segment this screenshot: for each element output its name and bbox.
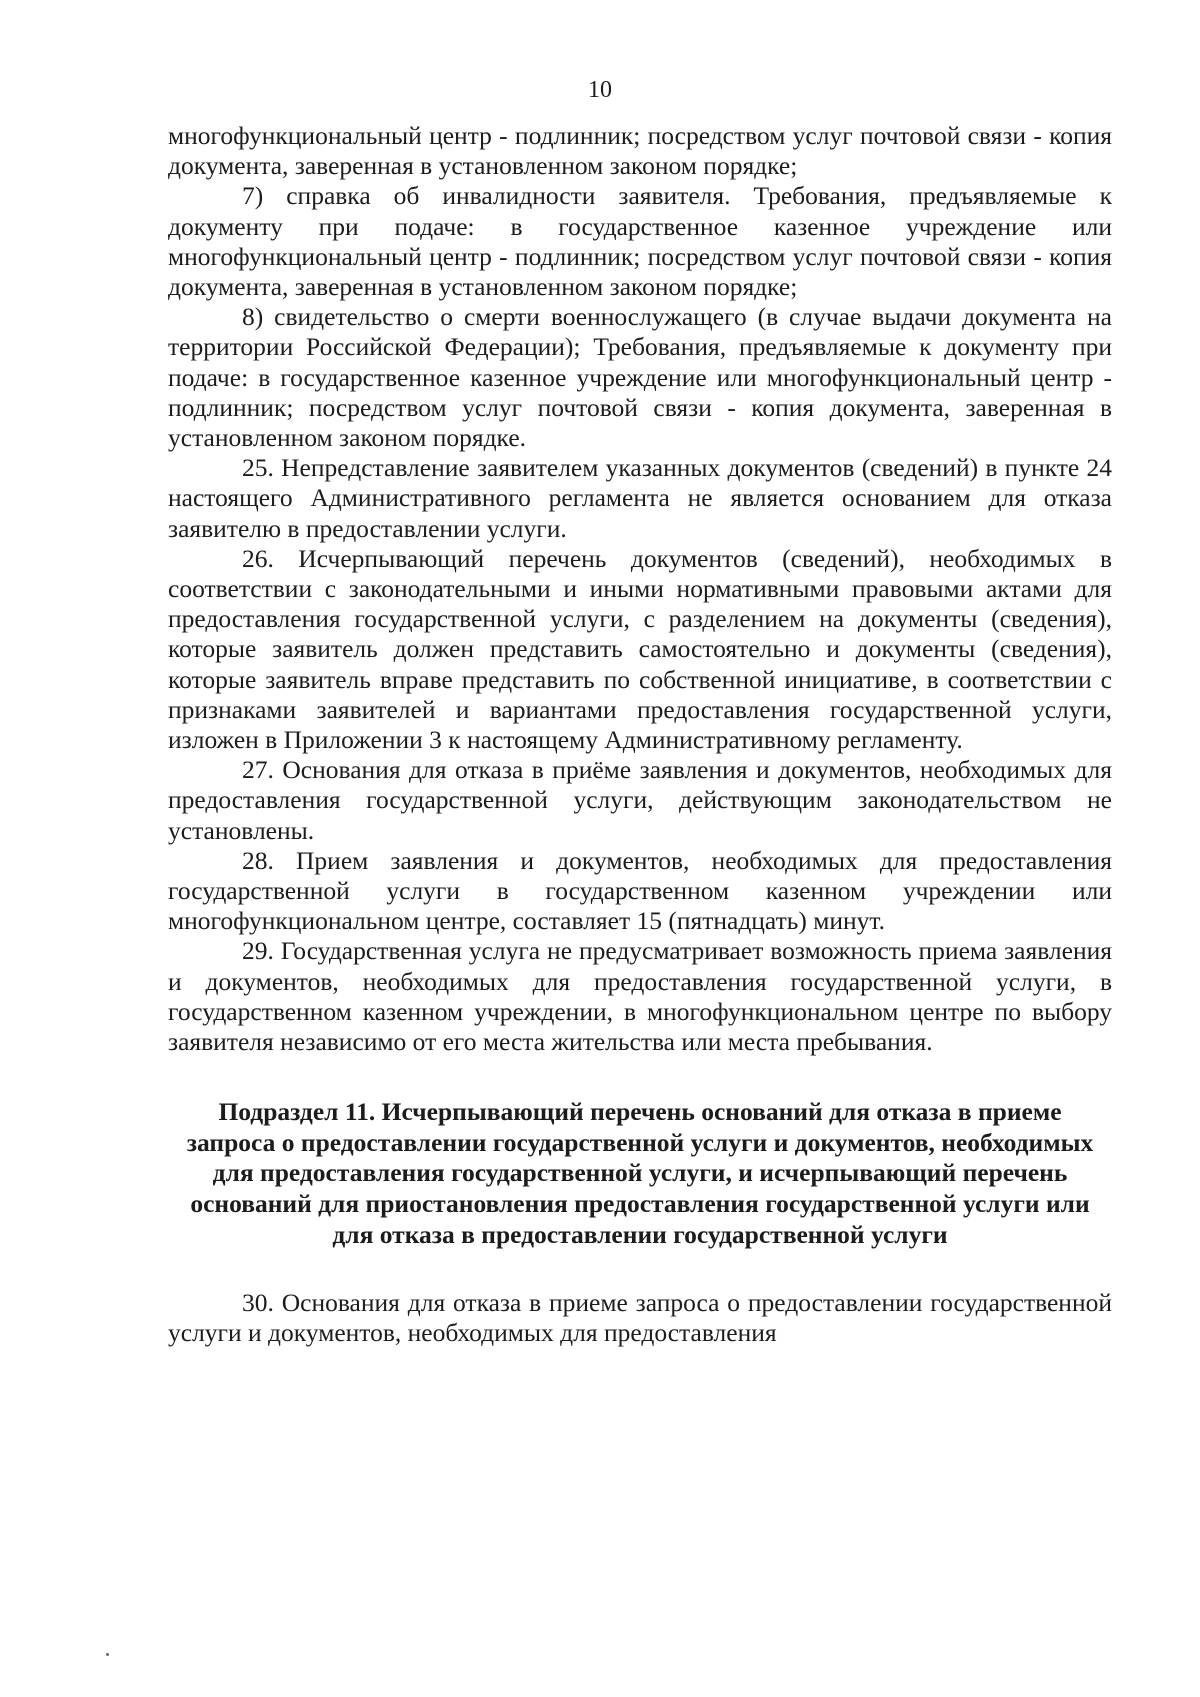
paragraph-25: 25. Непредставление заявителем указанных документов (сведений) в пункте 24 настоящего Административного регламента не является основанием для отказа заявителю в предоставлении услуги.	[168, 453, 1112, 543]
paragraph-continuation: многофункциональный центр - подлинник; посредством услуг почтовой связи - копия документа, заверенная в установленном законом порядке;	[168, 121, 1112, 181]
paragraph-29: 29. Государственная услуга не предусматривает возможность приема заявления и документов, необходимых для предоставления государственной услуги, в государственном казенном учреждении, в многофункциональном центре по выбору заявителя независимо от его места жительства или места пребывания.	[168, 936, 1112, 1057]
paragraph-26: 26. Исчерпывающий перечень документов (сведений), необходимых в соответствии с законодательными и иными нормативными правовыми актами для предоставления государственной услуги, с разделением на документы (сведения), которые заявитель должен представить самостоятельно и документы (сведения), которые заявитель вправе представить по собственной инициативе, в соответствии с признаками заявителей и вариантами предоставления государственной услуги, изложен в Приложении 3 к настоящему Административному регламенту.	[168, 543, 1112, 755]
page-number: 10	[588, 77, 612, 103]
scan-speck	[106, 1653, 109, 1656]
paragraph-28: 28. Прием заявления и документов, необходимых для предоставления государственной услуги в государственном казенном учреждении или многофункциональном центре, составляет 15 (пятнадцать) минут.	[168, 845, 1112, 936]
document-body	[168, 121, 1112, 1349]
paragraph-30: 30. Основания для отказа в приеме запроса о предоставлении государственной услуги и документов, необходимых для предоставления	[168, 1288, 1112, 1348]
paragraph-item-7-disability-certificate: 7) справка об инвалидности заявителя. Требования, предъявляемые к документу при подаче: в государственное казенное учреждение или многофункциональный центр - подлинник; посредством услуг почтовой связи - копия документа, заверенная в установленном законом порядке;	[168, 181, 1112, 302]
section-heading: Подраздел 11. Исчерпывающий перечень оснований для отказа в приеме запроса о предоставлении государственной услуги и документов, необходимых для предоставления государственной услуги, и исчерпывающий перечень оснований для приостановления предоставления государственной услуги или для отказа в предоставлении государственной услуги	[186, 1097, 1094, 1249]
paragraph-27: 27. Основания для отказа в приёме заявления и документов, необходимых для предоставления государственной услуги, действующим законодательством не установлены.	[168, 755, 1112, 845]
paragraph-item-8-death-certificate: 8) свидетельство о смерти военнослужащего (в случае выдачи документа на территории Российской Федерации); Требования, предъявляемые к документу при подаче: в государственное казенное учреждение или многофункциональный центр - подлинник; посредством услуг почтовой связи - копия документа, заверенная в установленном законом порядке.	[168, 302, 1112, 453]
